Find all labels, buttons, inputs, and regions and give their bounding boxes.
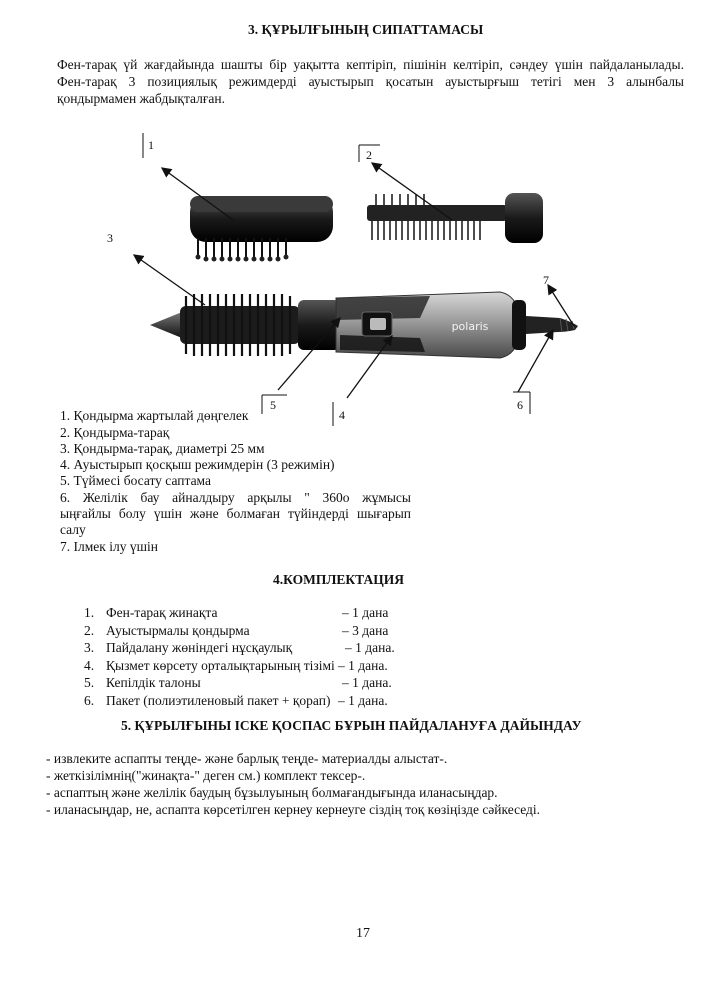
kit-row (84, 692, 414, 710)
prep-line-4: - иланасыңдар, не, аспапта көрсетілген кернеу кернеуге сіздің тоқ көзіңізде сәйкеседі. (46, 802, 541, 817)
kit-row (84, 674, 414, 692)
part-6-line-2: ыңғайлы болу үшін және болмаған түйіндерді шығарып (60, 506, 411, 521)
callout-7: 7 (543, 273, 549, 287)
part-1: 1. Қондырма жартылай дөңгелек (60, 408, 249, 423)
kit-row-qty: – 1 дана. (338, 657, 388, 673)
kit-row-name: Ауыстырмалы қондырма (106, 622, 250, 638)
callout-2: 2 (366, 148, 372, 162)
part-4: 4. Ауыстырып қосқыш режимдерін (3 режимін) (60, 457, 335, 472)
kit-row-qty: – 1 дана (342, 605, 389, 620)
kit-row-qty: – 3 дана (342, 622, 389, 638)
callout-6: 6 (517, 398, 523, 412)
callout-3: 3 (107, 231, 113, 245)
kit-row-number: 4. (84, 657, 95, 673)
hair-styler-figure (0, 130, 707, 430)
page-number: 17 (356, 926, 370, 941)
kit-row-number: 5. (84, 675, 95, 690)
callout-1: 1 (148, 138, 154, 152)
kit-row (84, 657, 414, 675)
kit-row-name: Пайдалану жөніндегі нұсқаулық (106, 640, 293, 655)
intro-line-3: қондырмамен жабдықталған. (57, 91, 225, 106)
part-5: 5. Түймесі босату саптама (60, 473, 212, 488)
callout-4: 4 (339, 408, 345, 422)
kit-row-name: Кепілдік талоны (106, 675, 201, 690)
kit-row-name: Қызмет көрсету орталықтарының тізімі (106, 657, 335, 673)
kit-row-name: Пакет (полиэтиленовый пакет + қорап) (106, 692, 331, 708)
comb-attachment (367, 193, 543, 243)
kit-row (84, 639, 414, 657)
prep-line-2: - жеткізілімнің("жинақта-" деген см.) комплект тексер-. (46, 768, 366, 783)
half-round-brush-attachment (190, 196, 333, 262)
brand-logo: polaris (451, 320, 489, 333)
kit-row (84, 604, 414, 622)
styler-body (150, 292, 578, 358)
part-3: 3. Қондырма-тарақ, диаметрі 25 мм (60, 441, 265, 456)
intro-line-1: Фен-тарақ үй жағдайында шашты бір уақытта кептіріп, пішінін келтіріп, сәндеу үшін пайдаланылады. (57, 57, 684, 72)
part-6-line-3: салу (60, 522, 86, 537)
prep-line-3: - аспаптың және желілік баудың бұзылуының болмағандығында иланасыңдар. (46, 785, 498, 800)
section-3-title: 3. ҚҰРЫЛҒЫНЫҢ СИПАТТАМАСЫ (248, 22, 484, 37)
part-2: 2. Қондырма-тарақ (60, 425, 170, 440)
kit-row-number: 6. (84, 692, 95, 708)
prep-line-1: - извлеките аспапты теңде- және барлық теңде- материалды алыстат-. (46, 751, 448, 766)
section-5-title: 5. ҚҰРЫЛҒЫНЫ ІСКЕ ҚОСПАС БҰРЫН ПАЙДАЛАНУҒА ДАЙЫНДАУ (121, 718, 582, 733)
kit-row-number: 1. (84, 605, 95, 620)
part-7: 7. Ілмек ілу үшін (60, 539, 158, 554)
intro-line-2: Фен-тарақ 3 позициялық режимдерді ауыстырып қосатын ауыстырғыш тетігі мен 3 алынбалы (57, 74, 684, 89)
kit-row-qty: – 1 дана. (342, 675, 392, 690)
kit-row-qty: – 1 дана. (338, 692, 388, 708)
kit-row (84, 622, 414, 640)
part-6-line-1: 6. Желілік бау айналдыру арқылы " 360о жұмысы (60, 490, 411, 505)
kit-row-qty: – 1 дана. (345, 640, 395, 655)
callout-5: 5 (270, 398, 276, 412)
kit-row-number: 3. (84, 640, 95, 655)
kit-row-number: 2. (84, 622, 95, 638)
section-4-title: 4.КОМПЛЕКТАЦИЯ (273, 572, 405, 587)
kit-list (84, 604, 414, 709)
kit-row-name: Фен-тарақ жинақта (106, 605, 218, 620)
